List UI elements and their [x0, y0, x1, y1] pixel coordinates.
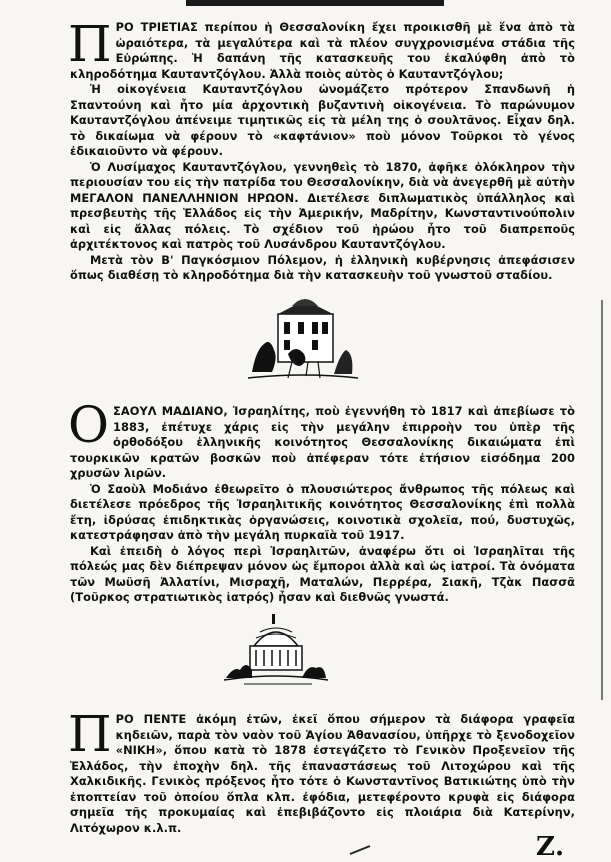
- paragraph: Ὁ Σαοὺλ Μοδιάνο ἐθεωρεῖτο ὁ πλουσιώτερος ἄνθρωπος τῆς πόλεως καὶ διετέλεσε πρόεδρος τῆς Ἰσραηλιτικῆς κοινότητος Θεσσαλονίκης ἐπὶ πολλὰ ἔτη, ἱδρύσας ἐπιδηκτικὰς ὀργανώσεις, κοινοτικὰ σχολεῖα, πού, δυστυχῶς, κατεστράφησαν ἀπὸ τὴν μεγάλη πυρκαϊὰ τοῦ 1917.: [70, 481, 575, 542]
- church-illustration: [248, 292, 358, 382]
- rotunda-illustration: [224, 608, 328, 686]
- paragraph-text: ΡΟ ΤΡΙΕΤΙΑΣ περίπου ἡ Θεσσαλονίκη ἔχει προικισθῆ μὲ ἕνα ἀπὸ τὰ ὡραιότερα, τὰ μεγαλύτερα καὶ τὰ πλέον συγχρονισμένα στάδια τῆς Εὐρώπης. Ἡ δαπάνη τῆς κατασκευῆς του ἐκαλύφθη ἀπὸ τὸ κληροδότημα Καυταντζόγλου. Ἀλλὰ ποιὸς αὐτὸς ὁ Καυταντζόγλου;: [70, 20, 575, 81]
- paragraph: Καὶ ἐπειδὴ ὁ λόγος περὶ Ἰσραηλιτῶν, ἀναφέρω ὅτι οἱ Ἰσραηλῖται τῆς πόλεώς μας δὲν διέπρεψαν μόνον ὡς ἔμποροι ἀλλὰ καὶ ὡς ἰατροί. Τὰ ὀνόματα τῶν Μωϋσῆ Ἀλλατίνι, Μισραχῆ, Ματαλών, Περρέρα, Σιακῆ, Τζὰκ Πασσᾶ (Τοῦρκος στρατιωτικὸς ἰατρός) ἦσαν καὶ διεθνῶς γνωστά.: [70, 543, 575, 604]
- paragraph: [68, 705, 575, 836]
- paragraph-text: ΡΟ ΠΕΝΤΕ ἀκόμη ἐτῶν, ἐκεῖ ὅπου σήμερον τὰ διάφορα γραφεῖα κηδειῶν, παρὰ τὸν ναὸν τοῦ Ἁγίου Ἀθανασίου, ὑπῆρχε τὸ ξενοδοχεῖον «ΝΙΚΗ», ὅπου κατὰ τὸ 1878 ἐστεγάζετο τὸ Γενικὸν Προξενεῖον τῆς Ἑλλάδος, τὴν ἐποχὴν δηλ. τῆς ἐπαναστάσεως τοῦ Λιτοχώρου καὶ τῆς Χαλκιδικῆς. Γενικὸς πρόξενος ἦτο τότε ὁ Κωνσταντῖνος Βατικιώτης ὑπὸ τὴν ἐποπτείαν τοῦ ὁποίου ὅπλα κλπ. ἐφόδια, μετεφέροντο κρυφὰ εἰς διάφορα σημεῖα τῆς προκυμαίας καὶ ἐπεβιβάζοντο εἰς πλοιάρια διὰ Κατερίνην, Λιτόχωρον κ.λ.π.: [70, 712, 575, 835]
- paragraph: Μετὰ τὸν Β' Παγκόσμιον Πόλεμον, ἡ ἑλληνικὴ κυβέρνησις ἀπεφάσισεν ὅπως διαθέσῃ τὸ κληροδότημα διὰ τὴν κατασκευὴν τοῦ γνωστοῦ σταδίου.: [70, 252, 575, 282]
- ink-stroke-decoration: [348, 844, 372, 856]
- article-hotel-niki: [68, 705, 575, 836]
- drop-cap: Π: [68, 705, 112, 763]
- paragraph: Ἡ οἰκογένεια Καυταντζόγλου ὠνομάζετο πρότερον Σπανδωνῆ ἡ Σπαντούνη καὶ ἦτο μία ἀρχοντικὴ βυζαντινὴ οἰκογένεια. Τὸ παρώνυμον Καυταντζόγλου ἀπένειμε τιμητικῶς εἰς τὰ μέλη της ὁ σουλτᾶνος. Εἶχαν δηλ. τὸ δικαίωμα νὰ φέρουν τὸ «καφτάνιον» ποὺ μόνον Τοῦρκοι τὸ γένος ἐδικαιοῦντο νὰ φέρουν.: [70, 82, 575, 158]
- article-stadium: [68, 15, 575, 284]
- article-saoul-modiano: [68, 396, 575, 606]
- paragraph: Ὁ Λυσίμαχος Καυταντζόγλου, γεννηθεὶς τὸ 1870, ἀφῆκε ὁλόκληρον τὴν περιουσίαν του εἰς τὴν πατρίδα του Θεσσαλονίκην, διὰ νὰ ἀνεγερθῆ μὲ αὐτὴν ΜΕΓΑΛΟΝ ΠΑΝΕΛΛΗΝΙΟΝ ΗΡΩΟΝ. Διετέλεσε διπλωματικὸς ὑπάλληλος καὶ πρεσβευτὴς τῆς Ἑλλάδος εἰς τὴν Ἀμερικήν, Μαδρίτην, Κωνσταντινούπολιν καὶ εἰς ἄλλας πόλεις. Τὸ σχέδιον τοῦ ἡρώου ἦτο τοῦ διαπρεποῦς ἀρχιτέκτονος καὶ πατρὸς τοῦ Λυσάνδρου Καυταντζόγλου.: [70, 159, 575, 251]
- drop-cap: Π: [68, 15, 112, 73]
- paragraph-text: ΣΑΟΥΛ ΜΑΔΙΑΝΟ, Ἰσραηλίτης, ποὺ ἐγεννήθη τὸ 1817 καὶ ἀπεβίωσε τὸ 1883, ἐπέτυχε χάρις εἰς τὴν μεγάλην ἐπιρροὴν του ὑπὲρ τῆς ὀρθοδόξου ἑλληνικῆς κοινότητος Θεσσαλονίκης δικαιώματα ἐπὶ τουρκικῶν κρατῶν βοσκῶν ποὺ ἀπέφεραν τότε ἐτήσιον εἰσόδημα 200 χρυσῶν λιρῶν.: [70, 404, 575, 480]
- right-edge-rule: [601, 300, 603, 700]
- top-border-rule: [186, 0, 444, 6]
- page-corner-mark: Ζ.: [536, 832, 565, 862]
- drop-cap: Ο: [68, 396, 110, 454]
- paragraph: [68, 15, 575, 82]
- paragraph: [68, 396, 575, 482]
